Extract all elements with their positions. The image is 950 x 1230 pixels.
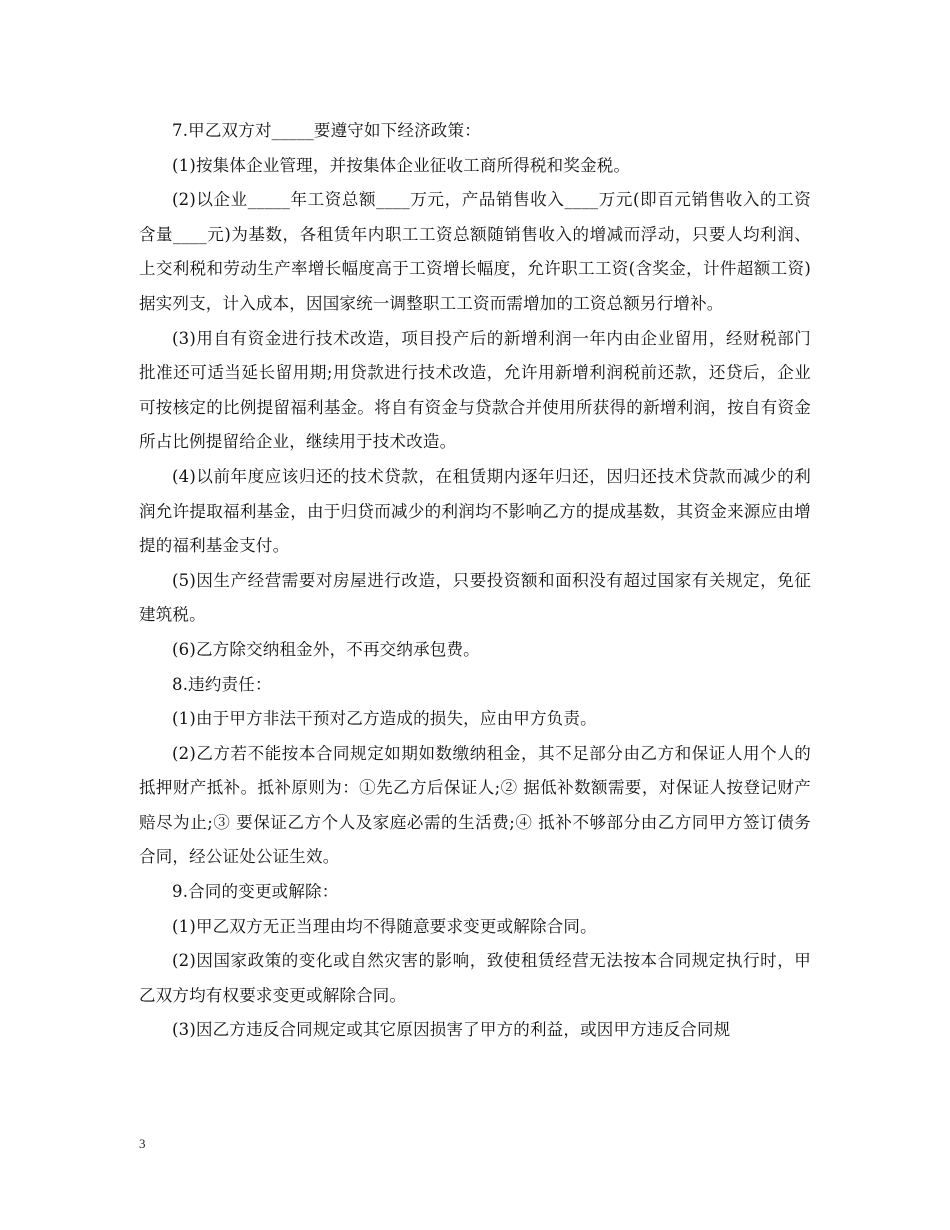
clause-8-item-1: (1)由于甲方非法干预对乙方造成的损失，应由甲方负责。 [172,709,597,729]
page-number: 3 [139,1136,146,1151]
clause-8-heading: 8.违约责任： [172,674,272,694]
clause-9-item-3: (3)因乙方违反合同规定或其它原因损害了甲方的利益，或因甲方违反合同规 [172,1020,731,1040]
clause-7-item-1: (1)按集体企业管理，并按集体企业征收工商所得税和奖金税。 [172,155,631,175]
clause-7-item-5: (5)因生产经营需要对房屋进行改造，只要投资额和面积没有超过国家有关规定，免征建筑税。 [139,570,811,625]
clause-8-item-2: (2)乙方若不能按本合同规定如期如数缴纳租金，其不足部分由乙方和保证人用个人的抵押财产抵补。抵补原则为：①先乙方后保证人;② 据低补数额需要，对保证人按登记财产赔尽为止;③ 要保证乙方个人及家庭必需的生活费;④ 抵补不够部分由乙方同甲方签订债务合同，经公证处公证生效。 [139,743,811,867]
clause-7-item-6: (6)乙方除交纳租金外，不再交纳承包费。 [172,639,480,659]
clause-7-item-4: (4)以前年度应该归还的技术贷款，在租赁期内逐年归还，因归还技术贷款而减少的利润允许提取福利基金，由于归贷而减少的利润均不影响乙方的提成基数，其资金来源应由增提的福利基金支付。 [139,466,811,556]
clause-7-heading: 7.甲乙双方对_____要遵守如下经济政策： [172,121,481,140]
clause-7-item-3: (3)用自有资金进行技术改造，项目投产后的新增利润一年内由企业留用，经财税部门批准还可适当延长留用期;用贷款进行技术改造，允许用新增利润税前还款，还贷后，企业可按核定的比例提留福利基金。将自有资金与贷款合并使用所获得的新增利润，按自有资金所占比例提留给企业，继续用于技术改造。 [139,328,811,452]
document-body [139,114,811,1048]
clause-9-heading: 9.合同的变更或解除： [172,882,339,902]
clause-7-item-2: (2)以企业_____年工资总额____万元，产品销售收入____万元(即百元销售收入的工资含量____元)为基数，各租赁年内职工工资总额随销售收入的增减而浮动，只要人均利润、上交利税和劳动生产率增长幅度高于工资增长幅度，允许职工工资(含奖金，计件超额工资)据实列支，计入成本，因国家统一调整职工工资而需增加的工资总额另行增补。 [139,190,811,313]
clause-9-item-2: (2)因国家政策的变化或自然灾害的影响，致使租赁经营无法按本合同规定执行时，甲乙双方均有权要求变更或解除合同。 [139,951,811,1005]
clause-9-item-1: (1)甲乙双方无正当理由均不得随意要求变更或解除合同。 [172,916,597,936]
